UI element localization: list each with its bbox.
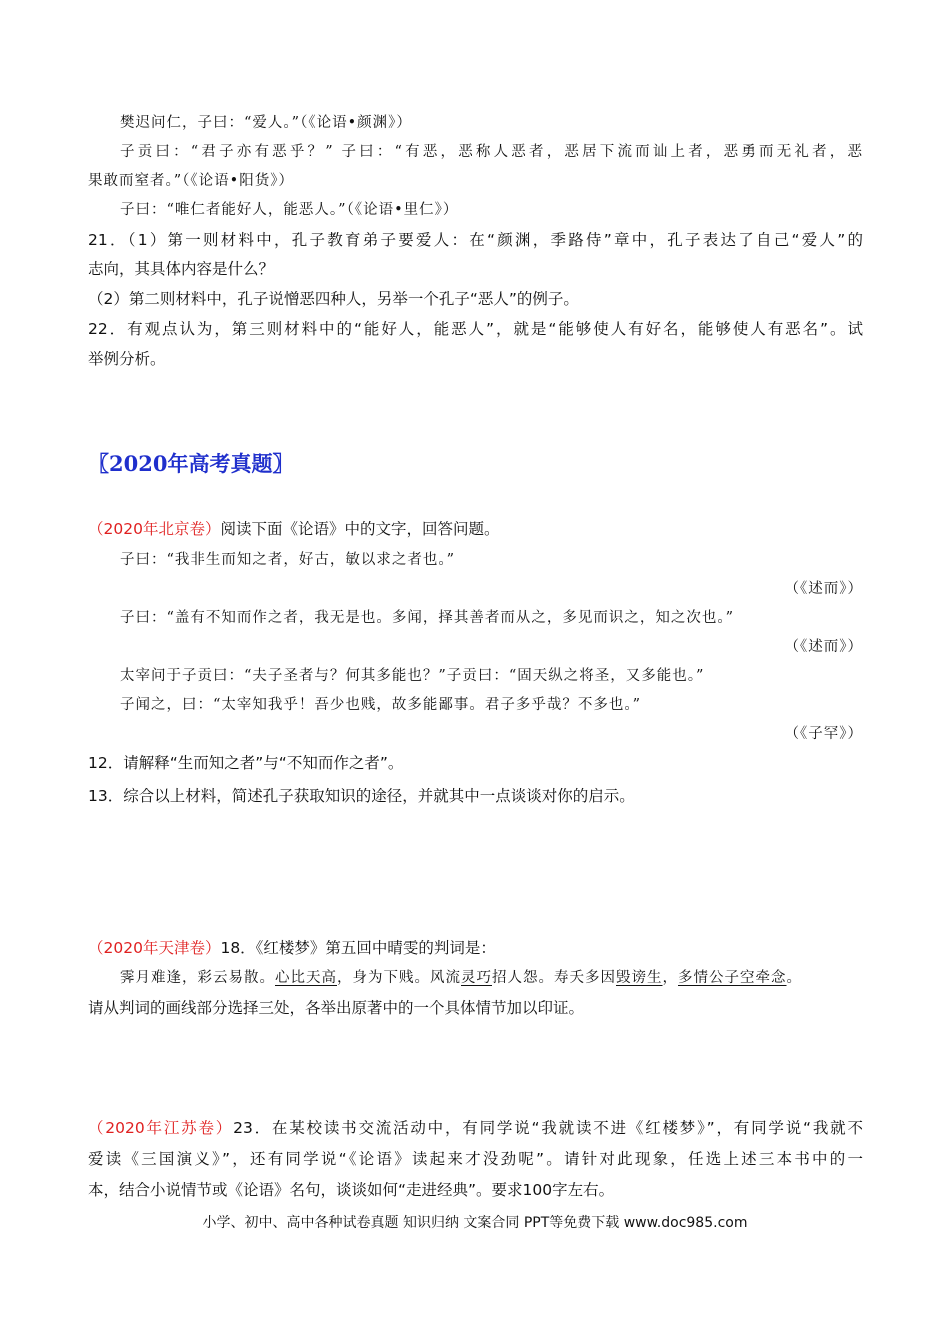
- quote-yanghuo-line2: 果敢而窒者。”（《论语•阳货》）: [88, 173, 294, 189]
- passage-2-source: （《述而》）: [784, 639, 863, 655]
- source-label: （2020年天津卷）: [88, 939, 221, 957]
- underlined-phrase: 毁谤生: [616, 970, 663, 986]
- poem-text: 招人怨。寿夭多因: [492, 970, 616, 986]
- poem-text: ，: [662, 970, 678, 986]
- passage-1-source: （《述而》）: [784, 581, 863, 597]
- question-13: 13．综合以上材料，简述孔子获取知识的途径，并就其中一点谈谈对你的启示。: [88, 787, 635, 805]
- question-22-line1: 22．有观点认为，第三则材料中的“能好人，能恶人”，就是“能够使人有好名，能够使人有恶名”。试: [88, 320, 863, 338]
- intro-text: 阅读下面《论语》中的文字，回答问题。: [220, 520, 500, 538]
- jiangsu-question-line3: 本，结合小说情节或《论语》名句，谈谈如何“走进经典”。要求100字左右。: [88, 1181, 615, 1199]
- section-title: 〖2020年高考真题〗: [88, 451, 294, 476]
- poem-text: ，身为下贱。风流: [337, 970, 461, 986]
- question-23: 23．在某校读书交流活动中，有同学说“我就读不进《红楼梦》”，有同学说“我就不: [233, 1119, 863, 1137]
- beijing-question-intro: [88, 518, 863, 540]
- jiangsu-question-line2: 爱读《三国演义》”，还有同学说“《论语》读起来才没劲呢”。请针对此现象，任选上述三本书中的一: [88, 1150, 863, 1168]
- page-footer: 小学、初中、高中各种试卷真题 知识归纳 文案合同 PPT等免费下载 www.doc985.com: [202, 1215, 748, 1231]
- passage-4-source: （《子罕》）: [784, 726, 863, 742]
- quote-yanghuo-line1: 子贡曰：“君子亦有恶乎？” 子曰：“有恶，恶称人恶者，恶居下流而讪上者，恶勇而无礼者，恶: [120, 144, 863, 160]
- passage-2: 子曰：“盖有不知而作之者，我无是也。多闻，择其善者而从之，多见而识之，知之次也。”: [120, 610, 735, 626]
- underlined-phrase: 心比天高: [275, 970, 337, 986]
- source-label: （2020年北京卷）: [88, 520, 221, 538]
- question-21-line1: 21．（1）第一则材料中，孔子教育弟子要爱人：在“颜渊，季路侍”章中，孔子表达了自己“爱人”的: [88, 231, 863, 249]
- poem-text: 霁月难逢，彩云易散。: [120, 970, 275, 986]
- passage-3: 太宰问于子贡曰：“夫子圣者与？何其多能也？”子贡曰：“固天纵之将圣，又多能也。”: [120, 668, 705, 684]
- qingwen-verdict: [120, 967, 863, 989]
- question-18: 18．《红楼梦》第五回中晴雯的判词是：: [220, 939, 496, 957]
- passage-4: 子闻之，曰：“太宰知我乎！吾少也贱，故多能鄙事。君子多乎哉？不多也。”: [120, 697, 642, 713]
- underlined-phrase: 灵巧: [461, 970, 492, 986]
- jiangsu-question-line1: [88, 1117, 863, 1139]
- question-21-line2: 志向，其具体内容是什么？: [88, 260, 275, 278]
- question-18-instruction: 请从判词的画线部分选择三处，各举出原著中的一个具体情节加以印证。: [88, 999, 585, 1017]
- question-12: 12．请解释“生而知之者”与“不知而作之者”。: [88, 754, 404, 772]
- passage-1: 子曰：“我非生而知之者，好古，敏以求之者也。”: [120, 552, 456, 568]
- question-21-part2: （2）第二则材料中，孔子说憎恶四种人，另举一个孔子“恶人”的例子。: [88, 290, 579, 308]
- question-22-line2: 举例分析。: [88, 350, 166, 368]
- quote-liren: 子曰：“唯仁者能好人，能恶人。”（《论语•里仁》）: [120, 202, 459, 218]
- tianjin-question: [88, 937, 863, 959]
- underlined-phrase: 多情公子空牵念: [678, 970, 787, 986]
- poem-text: 。: [786, 970, 802, 986]
- quote-yanyuan: 樊迟问仁，子曰：“爱人。”（《论语•颜渊》）: [120, 115, 412, 131]
- source-label: （2020年江苏卷）: [88, 1119, 234, 1137]
